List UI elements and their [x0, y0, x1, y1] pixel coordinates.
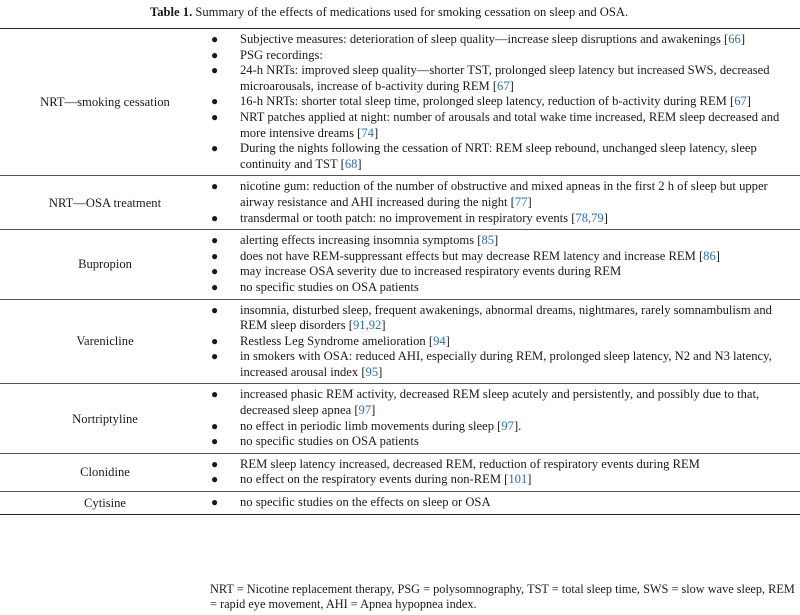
effects-list	[210, 457, 800, 488]
citation-link[interactable]: 67	[734, 94, 747, 109]
table-caption	[150, 4, 800, 20]
bullet-icon: ●	[211, 279, 219, 294]
effect-text: 24-h NRTs: improved sleep quality—shorter TST, prolonged sleep latency but increased SWS, decreased microarousals, increase of b-activity during REM [	[240, 63, 770, 93]
citation-link[interactable]: 86	[703, 248, 716, 263]
list-item	[210, 48, 800, 64]
effects-cell	[210, 29, 800, 176]
effect-text: insomnia, disturbed sleep, frequent awakenings, abnormal dreams, nightmares, rarely somnambulism and REM sleep disorders [	[240, 302, 772, 333]
effects-cell	[210, 176, 800, 230]
list-item	[210, 32, 800, 48]
list-item	[210, 495, 800, 511]
citation-bracket: ].	[513, 418, 522, 433]
list-item	[210, 110, 800, 141]
table-label: Table 1.	[150, 5, 193, 19]
effect-text: nicotine gum: reduction of the number of obstructive and mixed apneas in the first 2 h of sleep but upper airway resistance and AHI increased during the night [	[240, 179, 768, 209]
list-item	[210, 249, 800, 265]
citation-link[interactable]: 66	[728, 32, 741, 46]
list-item	[210, 349, 800, 380]
citation-link[interactable]: 67	[497, 78, 510, 93]
medication-name: NRT—OSA treatment	[0, 176, 210, 230]
table-footnote: NRT = Nicotine replacement therapy, PSG = polysomnography, TST = total sleep time, SWS = slow wave sleep, REM = rapid eye movement, AHI = Apnea hypopnea index.	[210, 582, 795, 611]
effect-text: 16-h NRTs: shorter total sleep time, prolonged sleep latency, reduction of b-activity during REM [	[240, 94, 735, 109]
bullet-icon: ●	[211, 248, 219, 263]
citation-bracket: ]	[527, 472, 532, 487]
effect-text: Restless Leg Syndrome amelioration [	[240, 333, 434, 348]
bullet-icon: ●	[211, 434, 219, 449]
effect-text: During the nights following the cessation of NRT: REM sleep rebound, unchanged sleep latency, sleep continuity and TST [	[240, 141, 757, 171]
bullet-icon: ●	[211, 233, 219, 248]
effect-text: alerting effects increasing insomnia symptoms [	[240, 233, 482, 248]
bullet-icon: ●	[211, 472, 219, 487]
medication-effects-table	[0, 28, 800, 515]
bullet-icon: ●	[211, 141, 219, 156]
list-item	[210, 264, 800, 280]
effects-list	[210, 387, 800, 449]
citation-bracket: ]	[509, 78, 514, 93]
citation-bracket: ]	[381, 318, 386, 333]
bullet-icon: ●	[211, 94, 219, 109]
citation-link[interactable]: 94	[433, 333, 446, 348]
list-item	[210, 280, 800, 296]
table-row	[0, 453, 800, 491]
bullet-icon: ●	[211, 109, 219, 124]
list-item	[210, 211, 800, 227]
citation-link[interactable]: 101	[508, 472, 528, 487]
citation-bracket: ]	[527, 194, 532, 209]
list-item	[210, 457, 800, 473]
citation-bracket: ]	[715, 248, 720, 263]
citation-bracket: ]	[746, 94, 751, 109]
effect-text: no effect in periodic limb movements during sleep [	[240, 418, 502, 433]
bullet-icon: ●	[211, 302, 219, 317]
table-body	[0, 29, 800, 515]
table-row	[0, 230, 800, 299]
citation-bracket: ]	[371, 403, 376, 418]
effects-list	[210, 179, 800, 226]
bullet-icon: ●	[211, 495, 219, 510]
list-item	[210, 141, 800, 172]
effect-text: no specific studies on the effects on sleep or OSA	[240, 495, 491, 510]
effects-list	[210, 495, 800, 511]
citation-link[interactable]: 95	[365, 364, 379, 379]
citation-link[interactable]: 68	[344, 156, 358, 171]
effects-list	[210, 32, 800, 172]
medication-name: Bupropion	[0, 230, 210, 299]
effect-text: no specific studies on OSA patients	[240, 279, 419, 294]
list-item	[210, 434, 800, 450]
list-item	[210, 387, 800, 418]
citation-link[interactable]: 78,79	[575, 210, 604, 225]
table-row	[0, 29, 800, 176]
effect-text: increased phasic REM activity, decreased REM sleep acutely and persistently, and possibly due to that, decreased sleep apnea [	[240, 387, 760, 418]
citation-bracket: ]	[445, 333, 450, 348]
citation-link[interactable]: 85	[481, 233, 495, 248]
citation-link[interactable]: 77	[514, 194, 528, 209]
list-item	[210, 472, 800, 488]
list-item	[210, 63, 800, 94]
bullet-icon: ●	[211, 210, 219, 225]
effects-cell	[210, 384, 800, 453]
medication-name: Clonidine	[0, 453, 210, 491]
effect-text: NRT patches applied at night: number of arousals and total wake time increased, REM sleep decreased and more intensive dreams [	[240, 109, 780, 140]
list-item	[210, 419, 800, 435]
citation-link[interactable]: 97	[358, 403, 372, 418]
effect-text: may increase OSA severity due to increased respiratory events during REM	[240, 264, 622, 279]
effect-text: PSG recordings:	[240, 47, 323, 62]
bullet-icon: ●	[211, 387, 219, 402]
bullet-icon: ●	[211, 333, 219, 348]
bullet-icon: ●	[211, 264, 219, 279]
citation-link[interactable]: 97	[501, 418, 514, 433]
medication-name: NRT—smoking cessation	[0, 29, 210, 176]
list-item	[210, 94, 800, 110]
effect-text: Subjective measures: deterioration of sleep quality—increase sleep disruptions and awakenings [	[240, 32, 729, 46]
medication-name: Cytisine	[0, 492, 210, 515]
effects-cell	[210, 299, 800, 384]
effect-text: in smokers with OSA: reduced AHI, especially during REM, prolonged sleep latency, N2 and N3 latency, increased arousal index [	[240, 349, 772, 379]
list-item	[210, 303, 800, 334]
bullet-icon: ●	[211, 63, 219, 78]
bullet-icon: ●	[211, 32, 219, 46]
list-item	[210, 179, 800, 210]
bullet-icon: ●	[211, 418, 219, 433]
bullet-icon: ●	[211, 47, 219, 62]
bullet-icon: ●	[211, 179, 219, 194]
effect-text: no effect on the respiratory events during non-REM [	[240, 472, 509, 487]
citation-bracket: ]	[740, 32, 746, 46]
citation-bracket: ]	[494, 233, 499, 248]
list-item	[210, 334, 800, 350]
table-row	[0, 176, 800, 230]
effects-cell	[210, 230, 800, 299]
table-row	[0, 492, 800, 515]
citation-bracket: ]	[603, 210, 608, 225]
bullet-icon: ●	[211, 349, 219, 364]
medication-name: Nortriptyline	[0, 384, 210, 453]
effect-text: REM sleep latency increased, decreased REM, reduction of respiratory events during REM	[240, 456, 700, 471]
effect-text: no specific studies on OSA patients	[240, 434, 419, 449]
citation-bracket: ]	[373, 125, 379, 140]
effect-text: transdermal or tooth patch: no improvement in respiratory events [	[240, 210, 576, 225]
citation-bracket: ]	[357, 156, 362, 171]
citation-bracket: ]	[378, 364, 383, 379]
effects-list	[210, 303, 800, 381]
citation-link[interactable]: 74	[361, 125, 374, 140]
table-caption-text: Summary of the effects of medications used for smoking cessation on sleep and OSA.	[192, 5, 629, 19]
effect-text: does not have REM-suppressant effects but may decrease REM latency and increase REM [	[240, 248, 704, 263]
effects-list	[210, 233, 800, 295]
table-row	[0, 384, 800, 453]
table-row	[0, 299, 800, 384]
list-item	[210, 233, 800, 249]
citation-link[interactable]: 91,92	[352, 318, 382, 333]
effects-cell	[210, 492, 800, 515]
bullet-icon: ●	[211, 456, 219, 471]
medication-name: Varenicline	[0, 299, 210, 384]
effects-cell	[210, 453, 800, 491]
